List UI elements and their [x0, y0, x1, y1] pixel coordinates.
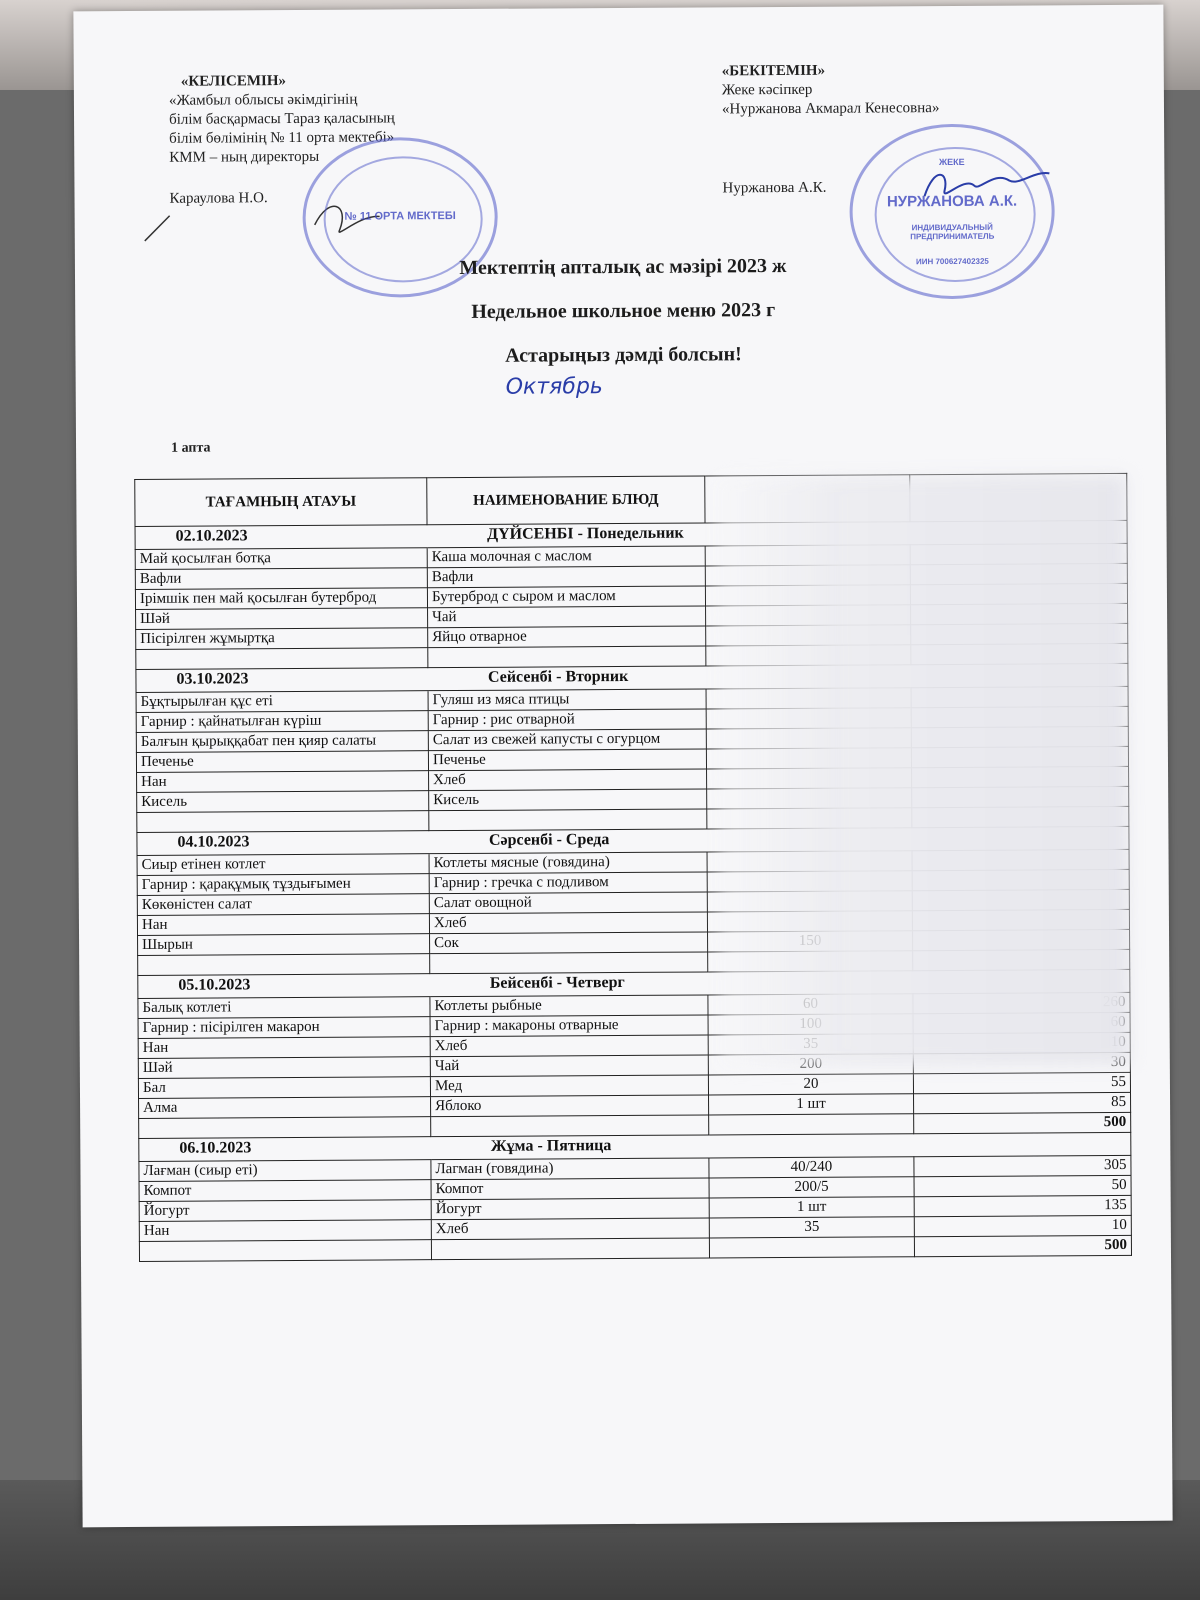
day-name: Сәрсенбі - Среда — [429, 826, 1129, 853]
dish-name-ru: Хлеб — [431, 1218, 709, 1240]
signature-right — [914, 155, 1054, 216]
dish-name-kz: Бұқтырылған құс еті — [136, 691, 428, 713]
stamp-sub-text: ИНДИВИДУАЛЬНЫЙ ПРЕДПРИНИМАТЕЛЬ — [910, 222, 995, 242]
kcal-value: 135 — [914, 1195, 1131, 1216]
dish-name-kz: Кисель — [137, 791, 429, 813]
school-stamp-text: № 11 ОРТА МЕКТЕБІ — [344, 210, 456, 223]
dish-name-ru — [431, 1115, 709, 1137]
dish-name-ru: Чай — [430, 1055, 708, 1077]
stamp-iin-text: ИИН 700627402325 — [915, 256, 989, 267]
dish-name-kz: Компот — [139, 1180, 431, 1202]
dish-name-kz — [136, 648, 428, 670]
day-name: Бейсенбі - Четверг — [430, 969, 1130, 996]
dish-name-kz: Гарнир : қайнатылған күріш — [136, 711, 428, 733]
approval-left-heading: «КЕЛІСЕМІН» — [180, 73, 287, 90]
dish-name-ru: Котлеты рыбные — [430, 995, 708, 1017]
day-name: ДҮЙСЕНБІ - Понедельник — [427, 520, 1127, 547]
portion-value: 35 — [709, 1217, 914, 1238]
dish-name-kz: Пісірілген жұмыртқа — [136, 628, 428, 650]
dish-name-kz: Шырын — [138, 934, 430, 956]
dish-name-kz: Йогурт — [139, 1200, 431, 1222]
kcal-value: 85 — [914, 1092, 1131, 1113]
dish-name-ru: Хлеб — [430, 1035, 708, 1057]
dish-name-kz: Ірімшік пен май қосылған бутерброд — [135, 588, 427, 610]
dish-name-ru: Яйцо отварное — [428, 626, 706, 648]
dish-name-ru: Бутерброд с сыром и маслом — [427, 586, 705, 608]
dish-name-kz: Нан — [137, 771, 429, 793]
dish-name-kz — [138, 954, 430, 976]
dish-name-kz: Шәй — [136, 608, 428, 630]
column-header-kz: ТАҒАМНЫҢ АТАУЫ — [135, 478, 427, 527]
dish-name-ru: Вафли — [427, 566, 705, 588]
approval-right-signature-name: Нуржанова А.К. — [722, 179, 827, 197]
portion-value — [709, 1114, 914, 1135]
portion-value: 40/240 — [709, 1157, 914, 1178]
portion-value: 1 шт — [709, 1094, 914, 1115]
dish-name-ru: Лагман (говядина) — [431, 1158, 709, 1180]
day-date: 06.10.2023 — [139, 1137, 431, 1162]
dish-name-kz: Нан — [138, 1037, 430, 1059]
approval-left-line: КММ – ның директоры — [169, 148, 320, 166]
month-handwritten: Октябрь — [505, 374, 603, 400]
dish-name-kz: Бал — [138, 1077, 430, 1099]
dish-name-kz: Нан — [137, 914, 429, 936]
portion-value: 20 — [708, 1074, 913, 1095]
approval-left-line: «Жамбыл облысы әкімдігінің — [168, 91, 358, 109]
dish-name-kz: Көкөністен салат — [137, 894, 429, 916]
dish-name-ru: Чай — [428, 606, 706, 628]
dish-name-kz: Лағман (сиыр еті) — [139, 1160, 431, 1182]
dish-name-kz — [137, 811, 429, 833]
dish-name-kz — [139, 1240, 431, 1262]
dish-name-ru: Салат из свежей капусты с огурцом — [428, 729, 706, 751]
kcal-value: 500 — [914, 1112, 1131, 1133]
dish-name-kz: Шәй — [138, 1057, 430, 1079]
dish-name-kz: Алма — [139, 1097, 431, 1119]
dish-name-ru: Йогурт — [431, 1198, 709, 1220]
dish-name-kz: Печенье — [136, 751, 428, 773]
dish-name-ru: Хлеб — [429, 769, 707, 791]
dish-name-ru — [431, 1238, 709, 1260]
kcal-value: 500 — [914, 1235, 1131, 1256]
blurred-region — [716, 475, 1130, 1067]
dish-name-kz — [139, 1117, 431, 1139]
dish-name-kz: Гарнир : пісірілген макарон — [138, 1017, 430, 1039]
week-label: 1 апта — [171, 440, 211, 456]
approval-left-signature-name: Караулова Н.О. — [169, 190, 268, 207]
approval-left-line: білім бөлімінің № 11 орта мектебі» — [169, 129, 395, 147]
approval-left-line: білім басқармасы Тараз қаласының — [168, 110, 395, 128]
dish-name-kz: Нан — [139, 1220, 431, 1242]
dish-name-ru: Мед — [430, 1075, 708, 1097]
dish-name-ru: Гарнир : гречка с подливом — [429, 872, 707, 894]
dish-name-ru: Кисель — [429, 789, 707, 811]
portion-value: 1 шт — [709, 1197, 914, 1218]
dish-name-kz: Балғын қырыққабат пен қияр салаты — [136, 731, 428, 753]
dish-name-ru: Яблоко — [431, 1095, 709, 1117]
day-name: Жұма - Пятница — [431, 1132, 1131, 1159]
title-ru: Недельное школьное меню 2023 г — [471, 299, 776, 323]
approval-right-line: «Нуржанова Акмарал Кенесовна» — [721, 100, 940, 118]
dish-name-ru: Хлеб — [429, 912, 707, 934]
dish-name-ru: Салат овощной — [429, 892, 707, 914]
approval-right-heading: «БЕКІТЕМІН» — [721, 62, 826, 80]
dish-name-kz: Сиыр етінен котлет — [137, 854, 429, 876]
title-kz: Мектептің апталық ас мәзірі 2023 ж — [459, 254, 787, 279]
day-date: 03.10.2023 — [136, 668, 428, 693]
dish-name-ru: Гуляш из мяса птицы — [428, 689, 706, 711]
dish-name-ru: Гарнир : рис отварной — [428, 709, 706, 731]
day-date: 04.10.2023 — [137, 831, 429, 856]
dish-name-ru — [429, 809, 707, 831]
kcal-value: 10 — [914, 1215, 1131, 1236]
dish-name-ru: Компот — [431, 1178, 709, 1200]
dish-name-ru: Печенье — [428, 749, 706, 771]
stamp-main-text: НУРЖАНОВА А.К. — [886, 192, 1018, 211]
dish-name-ru — [428, 646, 706, 668]
stamp-top-text: ЖЕКЕ — [938, 156, 965, 168]
dish-name-kz: Балық котлеті — [138, 997, 430, 1019]
kcal-value: 305 — [914, 1155, 1131, 1176]
portion-value — [709, 1237, 914, 1258]
menu-document — [73, 5, 1172, 1528]
dish-name-ru — [430, 952, 708, 974]
dish-name-ru: Котлеты мясные (говядина) — [429, 852, 707, 874]
day-date: 05.10.2023 — [138, 974, 430, 999]
column-header-ru: НАИМЕНОВАНИЕ БЛЮД — [427, 476, 705, 525]
approval-right-line: Жеке кәсіпкер — [721, 81, 813, 99]
kcal-value: 50 — [914, 1175, 1131, 1196]
dish-name-ru: Каша молочная с маслом — [427, 546, 705, 568]
dish-name-ru: Сок — [430, 932, 708, 954]
dish-name-kz: Вафли — [135, 568, 427, 590]
dish-name-kz: Гарнир : қарақұмық тұздығымен — [137, 874, 429, 896]
portion-value: 200/5 — [709, 1177, 914, 1198]
dish-name-ru: Гарнир : макароны отварные — [430, 1015, 708, 1037]
day-date: 02.10.2023 — [135, 525, 427, 550]
day-name: Сейсенбі - Вторник — [428, 663, 1128, 690]
kcal-value: 55 — [913, 1072, 1130, 1093]
title-wish: Астарыңыз дәмді болсын! — [505, 343, 742, 367]
dish-name-kz: Май қосылған ботқа — [135, 548, 427, 570]
